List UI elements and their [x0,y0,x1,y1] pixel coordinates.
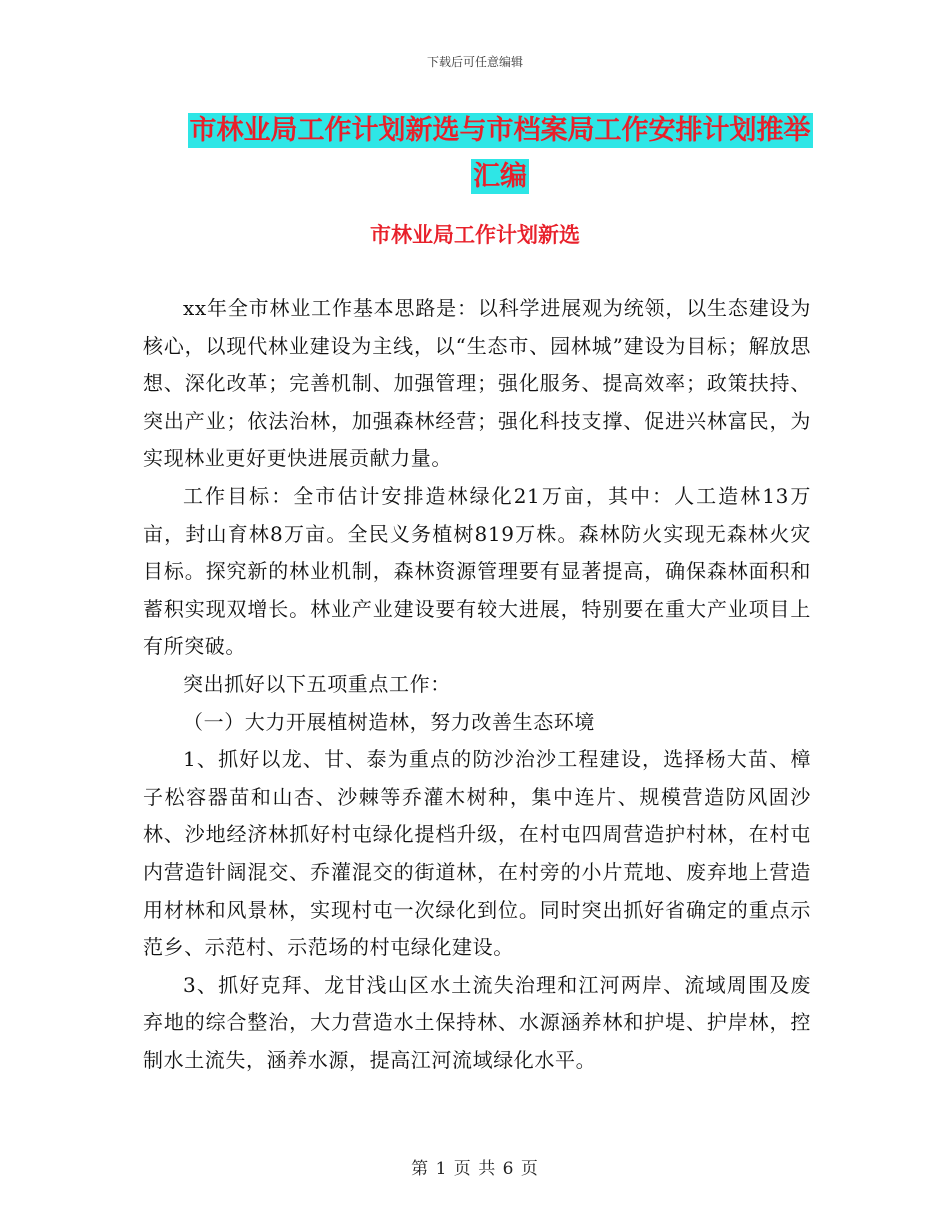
paragraph-item-3: 3、抓好克拜、龙甘浅山区水土流失治理和江河两岸、流域周围及废弃地的综合整治，大力营造水土保持林、水源涵养林和护堤、护岸林，控制水土流失，涵养水源，提高江河流域绿化水平。 [143,972,811,1072]
document-title-line-1: 市林业局工作计划新选与市档案局工作安排计划推举 [189,115,811,146]
document-title-line-2: 汇编 [473,161,527,192]
page-footer: 第 1 页 共 6 页 [411,1159,539,1179]
paragraph-basic-approach: xx年全市林业工作基本思路是：以科学进展观为统领，以生态建设为核心，以现代林业建设为主线，以“生态市、园林城”建设为目标；解放思想、深化改革；完善机制、加强管理；强化服务、提高效率；政策扶持、突出产业；依法治林，加强森林经营；强化科技支撑、促进兴林富民，为实现林业更好更快进展贡献力量。 [143,296,811,471]
paragraph-heading-afforestation: （一）大力开展植树造林，努力改善生态环境 [183,709,595,734]
paragraph-key-tasks-intro: 突出抓好以下五项重点工作： [183,671,451,696]
section-title: 市林业局工作计划新选 [370,223,580,247]
document-title [140,108,860,200]
header-note: 下载后可任意编辑 [426,55,523,69]
paragraph-item-1: 1、抓好以龙、甘、泰为重点的防沙治沙工程建设，选择杨大苗、樟子松容器苗和山杏、沙棘等乔灌木树种，集中连片、规模营造防风固沙林、沙地经济林抓好村屯绿化提档升级，在村屯四周营造护村林，在村屯内营造针阔混交、乔灌混交的街道林，在村旁的小片荒地、废弃地上营造用材林和风景林，实现村屯一次绿化到位。同时突出抓好省确定的重点示范乡、示范村、示范场的村屯绿化建设。 [143,747,811,960]
paragraph-work-goals: 工作目标：全市估计安排造林绿化21万亩，其中：人工造林13万亩，封山育林8万亩。全民义务植树819万株。森林防火实现无森林火灾目标。探究新的林业机制，森林资源管理要有显著提高，确保森林面积和蓄积实现双增长。林业产业建设要有较大进展，特别要在重大产业项目上有所突破。 [143,483,811,659]
document-body [143,290,811,1079]
